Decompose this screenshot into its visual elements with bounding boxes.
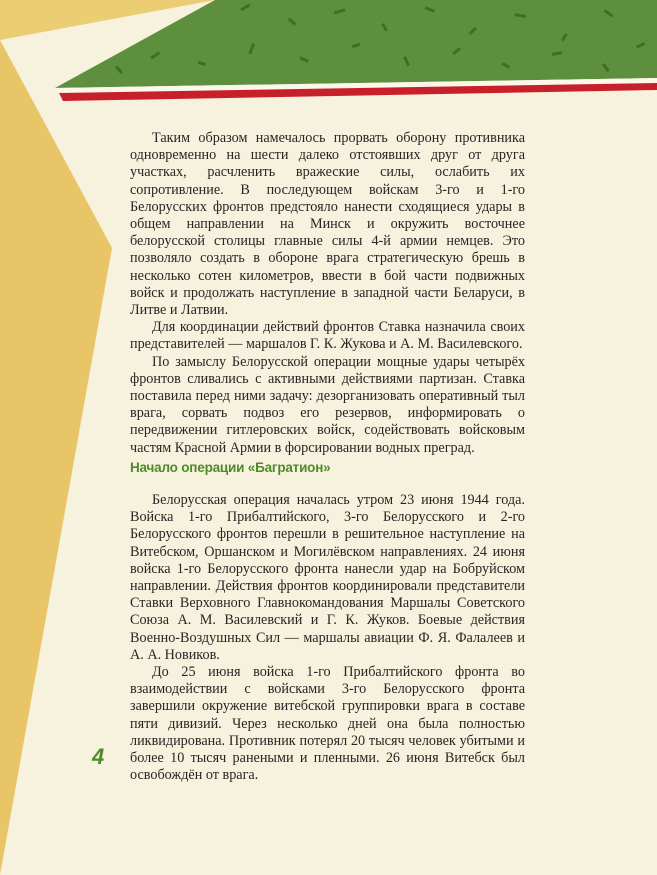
page-number: 4 bbox=[92, 744, 105, 769]
paragraph: Белорусская операция началась утром 23 июня 1944 года. Войска 1-го Прибалтийского, 3-го Белорусского и 2-го Белорусского фронтов перешли в решительное наступление на Витебском, Оршанском и Могилёвском направлениях. 24 июня войска 1-го Белорусского фронта нанесли удар на Бобруйском направлении. Действия фронтов координировали представители Ставки Верховного Главнокомандования Маршалы Советского Союза А. М. Василевский и Г. К. Жуков. Боевые действия Военно-Воздушных Сил — маршалы авиации Ф. Я. Фалалеев и А. А. Новиков. bbox=[130, 492, 525, 663]
paragraph: По замыслу Белорусской операции мощные удары четырёх фронтов сливались с активными действиями партизан. Ставка поставила перед ними задачу: дезорганизовать оперативный тыл врага, сорвать подвоз его резервов, информировать о передвижении гитлеровских войск, содействовать войсковым частям Красной Армии в форсировании водных преград. bbox=[130, 353, 525, 456]
section-heading: Начало операции «Багратион» bbox=[130, 460, 331, 475]
paragraph: Для координации действий фронтов Ставка назначила своих представителей — маршалов Г. К. Жукова и А. М. Василевского. bbox=[130, 319, 525, 353]
operation-text-block bbox=[130, 492, 525, 784]
intro-text-block bbox=[130, 130, 525, 457]
paragraph: До 25 июня войска 1-го Прибалтийского фронта во взаимодействии с войсками 3-го Белорусского фронта завершили окружение витебской группировки врага в составе пяти дивизий. Через несколько дней она была полностью ликвидирована. Противник потерял 20 тысяч человек убитыми и более 10 тысяч ранеными и пленными. 26 июня Витебск был освобождён от врага. bbox=[130, 664, 525, 784]
paragraph: Таким образом намечалось прорвать оборону противника одновременно на шести далеко отстоявших друг от друга участках, расчленить вражеские силы, ослабить их сопротивление. В последующем войскам 3-го и 1-го Белорусских фронтов предстояло нанести сходящиеся удары в общем направлении на Минск и окружить восточнее белорусской столицы главные силы 4-й армии немцев. Это позволяло создать в обороне врага стратегическую брешь в несколько сотен километров, ввести в бой части подвижных войск и продолжать наступление в западной части Беларуси, в Литве и Латвии. bbox=[130, 130, 525, 319]
